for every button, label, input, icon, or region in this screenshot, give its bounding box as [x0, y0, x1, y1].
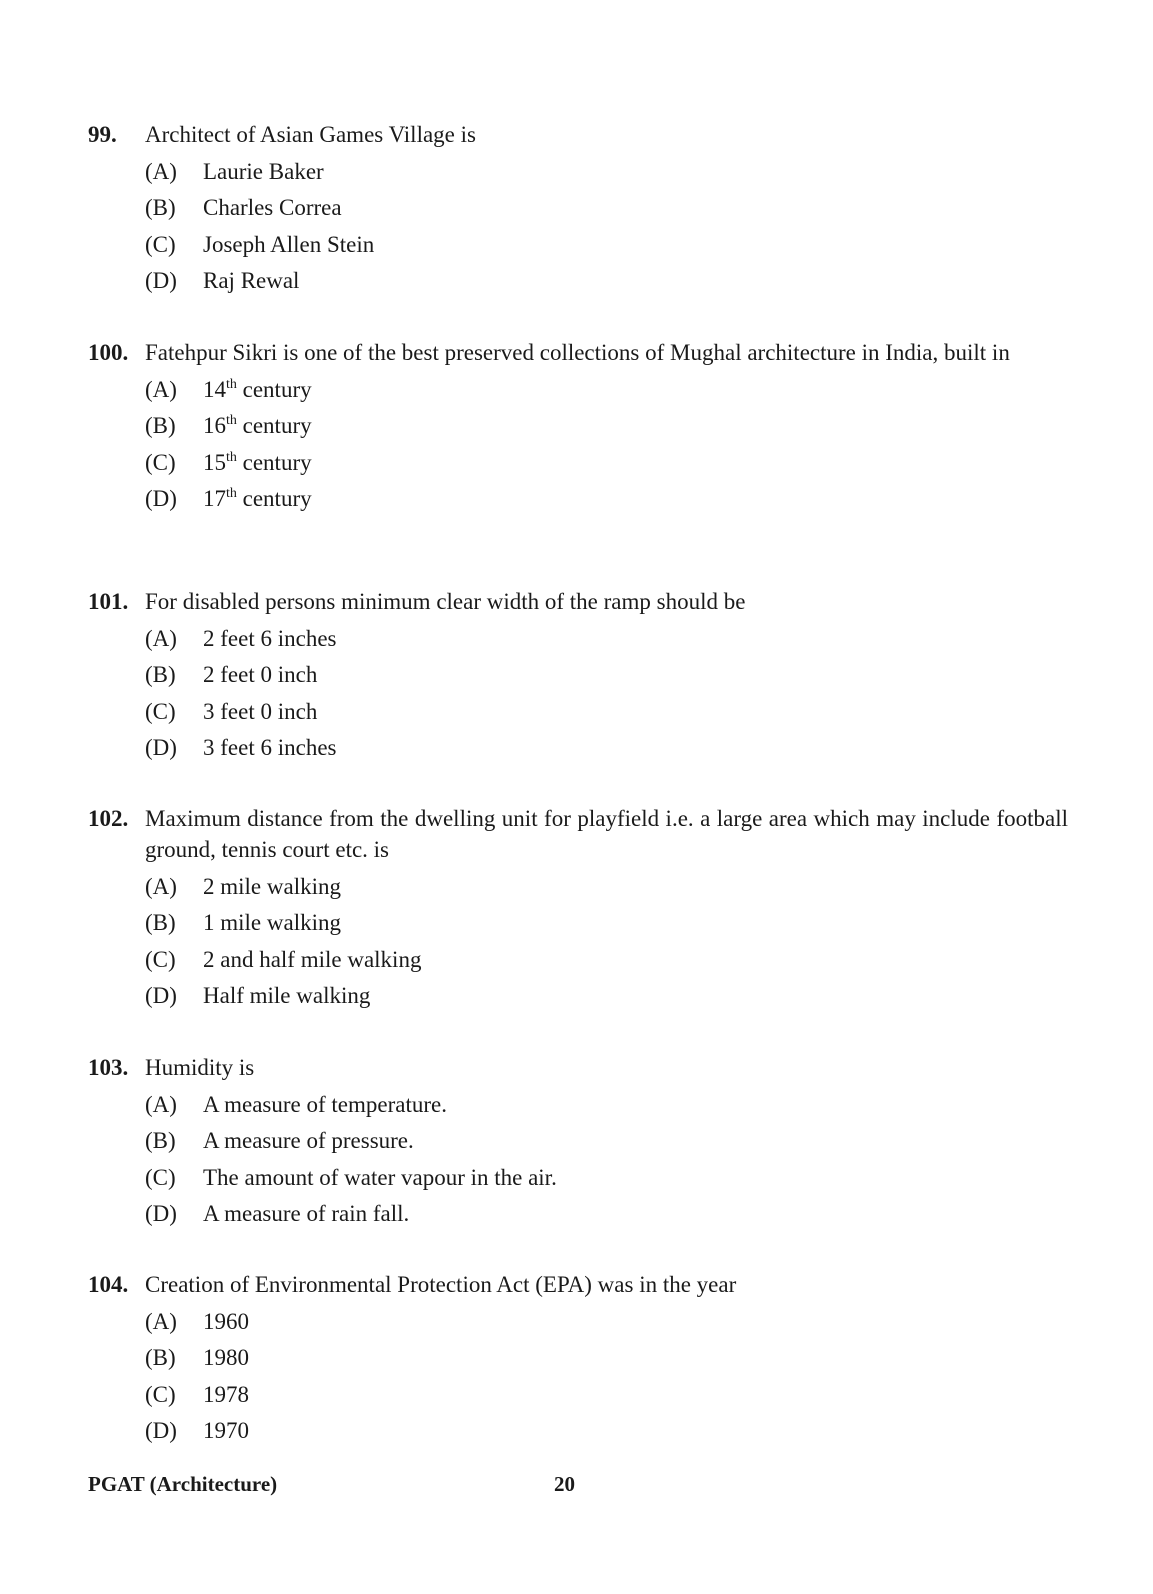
- option-text: 2 mile walking: [203, 874, 341, 899]
- option-list: [145, 1304, 1068, 1449]
- option-superscript: th: [226, 485, 237, 501]
- question-104: [88, 1269, 1068, 1449]
- option-letter: (D): [145, 734, 177, 760]
- option-a: [145, 869, 1068, 905]
- option-b: [145, 657, 1068, 693]
- option-letter: (A): [145, 1092, 177, 1117]
- option-text: 2 feet 6 inches: [203, 626, 337, 651]
- option-list: [145, 621, 1068, 766]
- option-c: [145, 1160, 1068, 1196]
- option-text: [203, 445, 312, 481]
- option-letter: (D): [145, 1417, 177, 1443]
- option-letter: (B): [145, 910, 176, 936]
- option-word: century: [242, 413, 312, 439]
- option-c: [145, 942, 1068, 978]
- option-letter: (A): [145, 377, 177, 402]
- option-letter: (D): [145, 982, 177, 1008]
- question-number: 104.: [88, 1272, 129, 1297]
- question-101: [88, 586, 1068, 766]
- option-letter: (B): [145, 1345, 176, 1371]
- question-number: 100.: [88, 340, 129, 365]
- option-list: [145, 869, 1068, 1014]
- option-text: 2 feet 0 inch: [203, 662, 318, 688]
- option-letter: (D): [145, 267, 177, 293]
- option-letter: (D): [145, 485, 177, 511]
- question-99: [88, 119, 1068, 299]
- footer-exam-title: PGAT (Architecture): [88, 1472, 278, 1496]
- question-103: [88, 1052, 1068, 1232]
- option-text: [203, 408, 312, 444]
- option-text: A measure of rain fall.: [203, 1200, 410, 1226]
- option-number: 15: [203, 449, 226, 475]
- option-c: [145, 227, 1068, 263]
- option-letter: (C): [145, 1164, 176, 1190]
- option-d: [145, 1196, 1068, 1232]
- option-b: [145, 905, 1068, 941]
- option-letter: (A): [145, 874, 177, 899]
- question-text: Humidity is: [145, 1055, 255, 1080]
- option-letter: (C): [145, 946, 176, 972]
- option-text: 1960: [203, 1309, 249, 1334]
- option-text: Joseph Allen Stein: [203, 231, 375, 257]
- option-superscript: th: [226, 413, 237, 429]
- option-letter: (B): [145, 195, 176, 221]
- option-d: [145, 1413, 1068, 1449]
- option-b: [145, 1123, 1068, 1159]
- option-letter: (C): [145, 449, 176, 475]
- footer-page-number: 20: [554, 1472, 575, 1496]
- option-text: 1 mile walking: [203, 910, 341, 936]
- question-102: [88, 803, 1068, 1014]
- option-word: century: [242, 449, 312, 475]
- option-text: 3 feet 6 inches: [203, 734, 337, 760]
- option-text: [203, 372, 312, 408]
- option-d: [145, 730, 1068, 766]
- option-b: [145, 1340, 1068, 1376]
- option-text: The amount of water vapour in the air.: [203, 1164, 557, 1190]
- option-c: [145, 1377, 1068, 1413]
- option-c: [145, 694, 1068, 730]
- option-list: [145, 1087, 1068, 1232]
- option-text: 3 feet 0 inch: [203, 698, 318, 724]
- option-letter: (A): [145, 626, 177, 651]
- option-a: [145, 1087, 1068, 1123]
- option-number: 16: [203, 413, 226, 439]
- option-text: A measure of pressure.: [203, 1128, 414, 1154]
- question-text: Maximum distance from the dwelling unit for playfield i.e. a large area which may include football ground, tennis court etc. is: [145, 806, 1068, 862]
- option-d: [145, 978, 1068, 1014]
- option-d: [145, 481, 1068, 517]
- option-letter: (B): [145, 1128, 176, 1154]
- question-100: [88, 337, 1068, 517]
- option-text: Charles Correa: [203, 195, 342, 221]
- option-d: [145, 263, 1068, 299]
- question-text: Creation of Environmental Protection Act (EPA) was in the year: [145, 1272, 737, 1297]
- question-number: 102.: [88, 806, 129, 831]
- option-letter: (A): [145, 159, 177, 184]
- question-number: 101.: [88, 589, 129, 614]
- option-list: [145, 372, 1068, 517]
- option-b: [145, 408, 1068, 444]
- option-number: 17: [203, 485, 226, 511]
- option-text: Raj Rewal: [203, 267, 300, 293]
- question-number: 99.: [88, 122, 117, 147]
- option-letter: (C): [145, 1381, 176, 1407]
- option-word: century: [242, 377, 312, 402]
- option-a: [145, 372, 1068, 408]
- option-superscript: th: [226, 449, 237, 465]
- question-text: Architect of Asian Games Village is: [145, 122, 476, 147]
- option-a: [145, 621, 1068, 657]
- option-word: century: [242, 485, 312, 511]
- option-text: Laurie Baker: [203, 159, 324, 184]
- option-text: A measure of temperature.: [203, 1092, 447, 1117]
- option-text: Half mile walking: [203, 982, 371, 1008]
- question-text: For disabled persons minimum clear width of the ramp should be: [145, 589, 746, 614]
- question-text: Fatehpur Sikri is one of the best preserved collections of Mughal architecture in India, built in: [145, 340, 1010, 365]
- option-a: [145, 154, 1068, 190]
- option-letter: (C): [145, 698, 176, 724]
- option-letter: (B): [145, 662, 176, 688]
- option-number: 14: [203, 377, 226, 402]
- option-a: [145, 1304, 1068, 1340]
- option-superscript: th: [226, 377, 237, 392]
- option-text: 1970: [203, 1417, 249, 1443]
- option-text: 1980: [203, 1345, 249, 1371]
- option-letter: (C): [145, 231, 176, 257]
- option-letter: (D): [145, 1200, 177, 1226]
- option-letter: (B): [145, 413, 176, 439]
- option-c: [145, 445, 1068, 481]
- option-text: 1978: [203, 1381, 249, 1407]
- option-text: [203, 481, 312, 517]
- question-number: 103.: [88, 1055, 129, 1080]
- option-text: 2 and half mile walking: [203, 946, 422, 972]
- option-b: [145, 190, 1068, 226]
- option-letter: (A): [145, 1309, 177, 1334]
- option-list: [145, 154, 1068, 299]
